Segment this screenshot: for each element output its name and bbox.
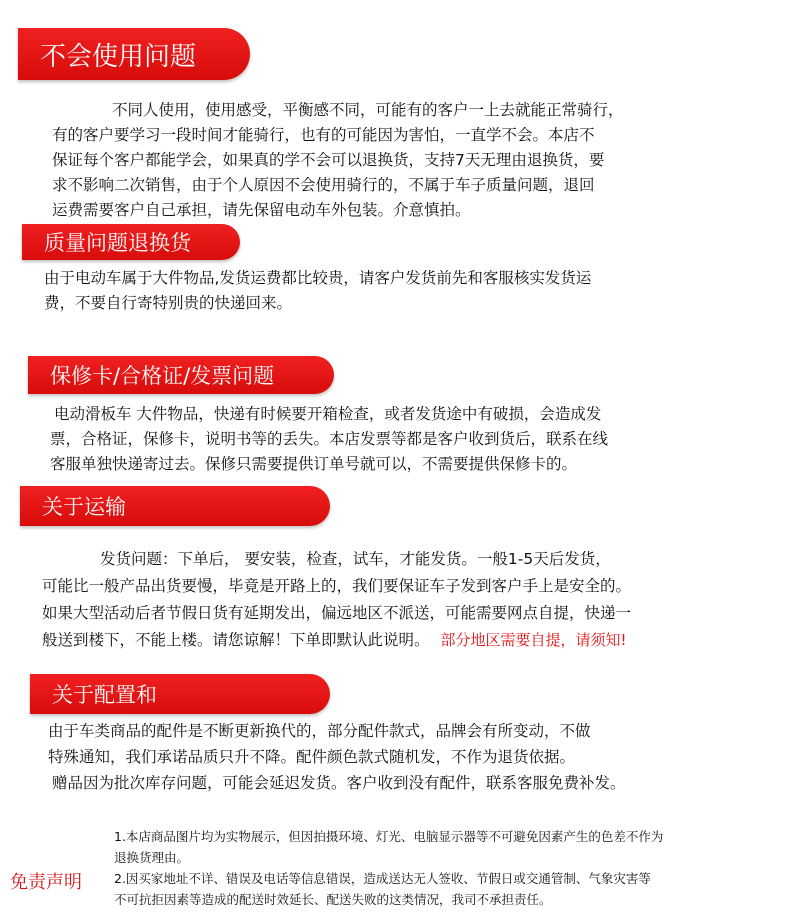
text-line: 求不影响二次销售，由于个人原因不会使用骑行的，不属于车子质量问题，退回 [52,176,595,194]
text-line: 赠品因为批次库存问题，可能会延迟发货。客户收到没有配件，联系客服免费补发。 [52,774,626,792]
section-banner-config [30,674,330,714]
section-title: 保修卡/合格证/发票问题 [50,364,275,388]
section-title: 关于配置和 [52,683,157,707]
section-body-config [48,718,626,796]
section-banner-quality [22,224,240,260]
text-line: 运费需要客户自己承担，请先保留电动车外包装。介意慎拍。 [52,201,471,219]
text-line: 不同人使用，使用感受，平衡感不同，可能有的客户一上去就能正常骑行， [112,101,624,119]
text-line: 可能比一般产品出货要慢，毕竟是开路上的，我们要保证车子发到客户手上是安全的。 [42,577,632,595]
text-line: 客服单独快递寄过去。保修只需要提供订单号就可以，不需要提供保修卡的。 [50,455,578,473]
section-body-shipping [42,546,631,654]
section-body-quality [44,266,591,316]
section-body-usage [52,98,624,223]
section-title: 关于运输 [42,495,126,519]
section-title: 质量问题退换货 [44,231,191,255]
text-line: 电动滑板车 大件物品，快递有时候要开箱检查，或者发货途中有破损，会造成发 [54,405,602,423]
text-line: 特殊通知，我们承诺品质只升不降。配件颜色款式随机发，不作为退货依据。 [48,748,576,766]
text-segment: 般送到楼下，不能上楼。请您谅解！下单即默认此说明。 [42,631,430,649]
disclaimer-notes [114,826,663,910]
text-line: 由于车类商品的配件是不断更新换代的，部分配件款式，品牌会有所变动，不做 [48,722,591,740]
text-line: 票，合格证，保修卡，说明书等的丢失。本店发票等都是客户收到货后，联系在线 [50,430,609,448]
note-line: 不可抗拒因素等造成的配送时效延长、配送失败的这类情况，我司不承担责任。 [114,892,552,907]
note-line: 1.本店商品图片均为实物展示，但因拍摄环境、灯光、电脑显示器等不可避免因素产生的色差不作为 [114,829,664,844]
text-line: 费，不要自行寄特别贵的快递回来。 [44,294,293,312]
disclaimer-label: 免责声明 [10,872,82,893]
section-banner-shipping [20,486,330,526]
section-body-warranty [50,402,608,477]
note-line: 2.因买家地址不详、错误及电话等信息错误，造成送达无人签收、节假日或交通管制、气象灾害等 [114,871,651,886]
text-line: 保证每个客户都能学会，如果真的学不会可以退换货，支持7天无理由退换货，要 [52,151,605,169]
text-line: 由于电动车属于大件物品,发货运费都比较贵，请客户发货前先和客服核实发货运 [44,269,592,287]
text-line: 有的客户要学习一段时间才能骑行，也有的可能因为害怕，一直学不会。本店不 [52,126,595,144]
section-banner-warranty [28,356,334,394]
section-title: 不会使用问题 [40,41,197,72]
text-line [42,627,631,654]
notice-pickup: 部分地区需要自提，请须知! [440,631,627,649]
text-line: 发货问题：下单后， 要安装，检查，试车，才能发货。一般1-5天后发货， [100,550,611,568]
text-line: 如果大型活动后者节假日货有延期发出，偏远地区不派送，可能需要网点自提，快递一 [42,604,632,622]
section-banner-usage [18,28,250,80]
note-line: 退换货理由。 [114,850,190,865]
